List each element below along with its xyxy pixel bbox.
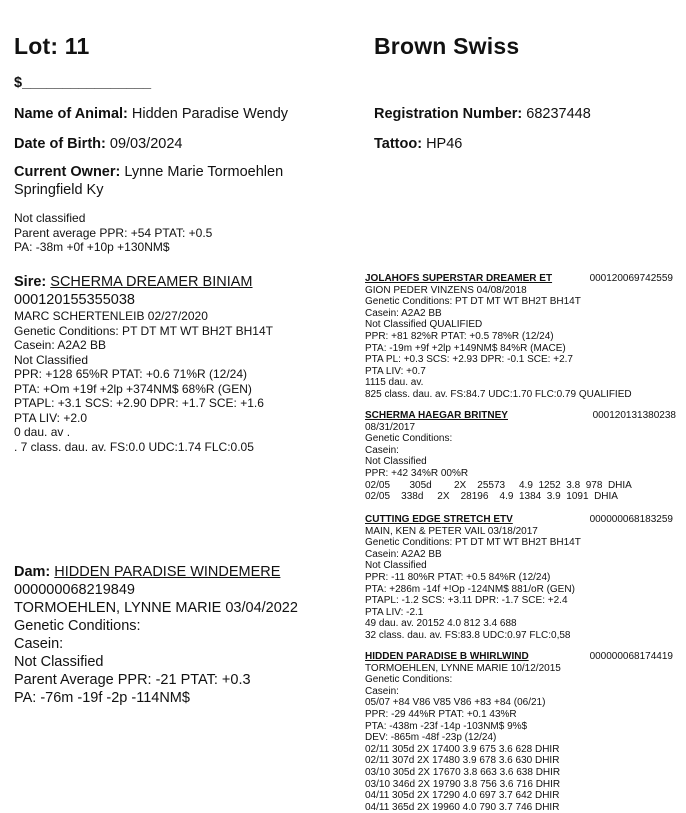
sire-dam-line: 08/31/2017 bbox=[365, 421, 416, 433]
parent-average-pa: PA: -38m +0f +10p +130NM$ bbox=[14, 240, 170, 254]
dam-sire-id: 000000068183259 bbox=[589, 514, 673, 525]
animal-name-label: Name of Animal: bbox=[14, 106, 128, 122]
dam-sire-line: PPR: -11 80%R PTAT: +0.5 84%R (12/24) bbox=[365, 571, 551, 583]
sire-daughters: 0 dau. av . bbox=[14, 425, 71, 439]
dam-dam-line: PTA: -438m -23f -14p -103NM$ 9%$ bbox=[365, 720, 528, 732]
dam-parent-average-ppr: Parent Average PPR: -21 PTAT: +0.3 bbox=[14, 672, 251, 688]
dam-dam-record: 03/10 305d 2X 17670 3.8 663 3.6 638 DHIR bbox=[365, 766, 561, 778]
owner-location: Springfield Ky bbox=[14, 182, 104, 198]
dam-sire-line: Genetic Conditions: PT DT MT WT BH2T BH14T bbox=[365, 537, 581, 549]
dam-parent-average-pa: PA: -76m -19f -2p -114NM$ bbox=[14, 690, 190, 706]
sire-dam-id: 000120131380238 bbox=[592, 410, 676, 421]
sire-sire-line: PTA PL: +0.3 SCS: +2.93 DPR: -0.1 SCE: +2.7 bbox=[365, 354, 573, 366]
dam-heading bbox=[14, 563, 298, 581]
dam-dam-line: Genetic Conditions: bbox=[365, 674, 453, 686]
registration-label: Registration Number: bbox=[374, 106, 523, 122]
dam-name: HIDDEN PARADISE WINDEMERE bbox=[54, 564, 281, 580]
sire-breeder: MARC SCHERTENLEIB 02/27/2020 bbox=[14, 309, 208, 323]
sire-dam-line: Not Classified bbox=[365, 456, 427, 468]
dam-sire-line: Casein: A2A2 BB bbox=[365, 548, 442, 560]
dam-sire-line: MAIN, KEN & PETER VAIL 03/18/2017 bbox=[365, 525, 538, 537]
sire-sire-line: Casein: A2A2 BB bbox=[365, 307, 442, 319]
dob-value: 09/03/2024 bbox=[109, 136, 183, 152]
dam-dam-line: PPR: -29 44%R PTAT: +0.1 43%R bbox=[365, 708, 517, 720]
dam-breeder: TORMOEHLEN, LYNNE MARIE 03/04/2022 bbox=[14, 600, 298, 616]
dam-classification: Not Classified bbox=[14, 654, 104, 670]
sire-classified-daughters: . 7 class. dau. av. FS:0.0 UDC:1.74 FLC:0.05 bbox=[14, 439, 254, 454]
dam-dam-line: TORMOEHLEN, LYNNE MARIE 10/12/2015 bbox=[365, 662, 561, 674]
sire-registration: 000120155355038 bbox=[14, 292, 135, 308]
registration-row bbox=[374, 105, 591, 123]
dam-sire-name: CUTTING EDGE STRETCH ETV bbox=[365, 514, 513, 525]
sire-sire-line: 825 class. dau. av. FS:84.7 UDC:1.70 FLC:0.79 QUALIFIED bbox=[365, 388, 632, 400]
dam-dam-id: 000000068174419 bbox=[589, 651, 673, 662]
sire-name: SCHERMA DREAMER BINIAM bbox=[50, 274, 253, 290]
owner-label: Current Owner: bbox=[14, 164, 121, 180]
dam-dam-line: DEV: -865m -48f -23p (12/24) bbox=[365, 732, 497, 744]
dam-block bbox=[14, 563, 298, 707]
tattoo-label: Tattoo: bbox=[374, 136, 423, 152]
dam-dam-line: Casein: bbox=[365, 685, 399, 697]
sire-sire-line: GION PEDER VINZENS 04/08/2018 bbox=[365, 284, 527, 296]
sire-dam-line: Casein: bbox=[365, 444, 399, 456]
dam-dam-record: 04/11 365d 2X 19960 4.0 790 3.7 746 DHIR bbox=[365, 801, 560, 813]
sire-heading bbox=[14, 273, 273, 291]
sire-block bbox=[14, 273, 273, 454]
lot-number: Lot: 11 bbox=[14, 33, 90, 59]
sire-casein: Casein: A2A2 BB bbox=[14, 338, 107, 352]
dam-dam-record: 04/11 305d 2X 17290 4.0 697 3.7 642 DHIR bbox=[365, 790, 560, 802]
sire-sire-line: Genetic Conditions: PT DT MT WT BH2T BH14T bbox=[365, 296, 581, 308]
animal-notes bbox=[14, 211, 212, 255]
dob-row bbox=[14, 135, 182, 153]
sire-dam-record: 02/05 305d 2X 25573 4.9 1252 3.8 978 DHIA bbox=[365, 479, 632, 491]
sire-sire-id: 000120069742559 bbox=[589, 273, 673, 284]
sire-dam-name: SCHERMA HAEGAR BRITNEY bbox=[365, 410, 508, 421]
dam-casein: Casein: bbox=[14, 636, 64, 652]
sire-pta: PTA: +Om +19f +2lp +374NM$ 68%R (GEN) bbox=[14, 381, 252, 396]
dam-sire-line: 32 class. dau. av. FS:83.8 UDC:0.97 FLC:0,58 bbox=[365, 629, 571, 641]
dam-sire-line: PTA LIV: -2.1 bbox=[365, 606, 424, 618]
animal-name-row bbox=[14, 105, 288, 123]
sire-genetic-conditions: Genetic Conditions: PT DT MT WT BH2T BH14T bbox=[14, 323, 273, 338]
sire-details bbox=[14, 309, 273, 454]
dam-sire-line: 49 dau. av. 20152 4.0 812 3.4 688 bbox=[365, 618, 517, 630]
dam-dam-block bbox=[365, 651, 677, 813]
tattoo-row bbox=[374, 135, 462, 153]
registration-number: 68237448 bbox=[526, 106, 591, 122]
owner-name: Lynne Marie Tormoehlen bbox=[124, 164, 284, 180]
sire-ppr: PPR: +128 65%R PTAT: +0.6 71%R (12/24) bbox=[14, 367, 248, 381]
dam-sire-block bbox=[365, 514, 677, 642]
animal-name: Hidden Paradise Wendy bbox=[131, 106, 289, 122]
dob-label: Date of Birth: bbox=[14, 136, 106, 152]
sire-ptapl: PTAPL: +3.1 SCS: +2.90 DPR: +1.7 SCE: +1.6 bbox=[14, 396, 264, 410]
sire-dam-line: PPR: +42 34%R 00%R bbox=[365, 467, 469, 479]
sire-sire-line: PTA: -19m +9f +2lp +149NM$ 84%R (MACE) bbox=[365, 342, 566, 354]
dam-label: Dam: bbox=[14, 564, 51, 580]
dam-sire-line: Not Classified bbox=[365, 560, 427, 572]
dam-sire-line: PTA: +286m -14f +!Op -124NM$ 881/oR (GEN) bbox=[365, 583, 575, 595]
owner-block bbox=[14, 163, 283, 199]
sire-dam-record: 02/05 338d 2X 28196 4.9 1384 3.9 1091 DHIA bbox=[365, 491, 618, 503]
tattoo-value: HP46 bbox=[426, 136, 463, 152]
parent-average-ppr: Parent average PPR: +54 PTAT: +0.5 bbox=[14, 225, 213, 240]
dam-registration: 000000068219849 bbox=[14, 582, 135, 598]
classification-note: Not classified bbox=[14, 211, 86, 225]
sire-sire-line: 1115 dau. av. bbox=[365, 377, 424, 389]
dam-dam-name: HIDDEN PARADISE B WHIRLWIND bbox=[365, 651, 529, 662]
dam-dam-record: 03/10 346d 2X 19790 3.8 756 3.6 716 DHIR bbox=[365, 778, 561, 790]
dam-genetic-conditions: Genetic Conditions: bbox=[14, 618, 141, 634]
sire-dam-block bbox=[365, 410, 677, 503]
dam-dam-line: 05/07 +84 V86 V85 V86 +83 +84 (06/21) bbox=[365, 697, 546, 709]
sire-classification: Not Classified bbox=[14, 352, 89, 367]
sire-sire-name: JOLAHOFS SUPERSTAR DREAMER ET bbox=[365, 273, 553, 284]
sire-dam-line: Genetic Conditions: bbox=[365, 433, 453, 445]
dam-sire-line: PTAPL: -1.2 SCS: +3.11 DPR: -1.7 SCE: +2.4 bbox=[365, 595, 568, 607]
sire-sire-block bbox=[365, 273, 677, 401]
breed-title: Brown Swiss bbox=[374, 33, 520, 59]
dam-dam-record: 02/11 307d 2X 17480 3.9 678 3.6 630 DHIR bbox=[365, 755, 560, 767]
sire-pta-liv: PTA LIV: +2.0 bbox=[14, 410, 88, 425]
sire-sire-line: PPR: +81 82%R PTAT: +0.5 78%R (12/24) bbox=[365, 330, 554, 342]
sire-sire-line: PTA LIV: +0.7 bbox=[365, 365, 426, 377]
price-blank: $________________ bbox=[14, 75, 152, 91]
dam-dam-record: 02/11 305d 2X 17400 3.9 675 3.6 628 DHIR bbox=[365, 743, 560, 755]
sire-label: Sire: bbox=[14, 274, 47, 290]
sire-sire-line: Not Classified QUALIFIED bbox=[365, 319, 483, 331]
